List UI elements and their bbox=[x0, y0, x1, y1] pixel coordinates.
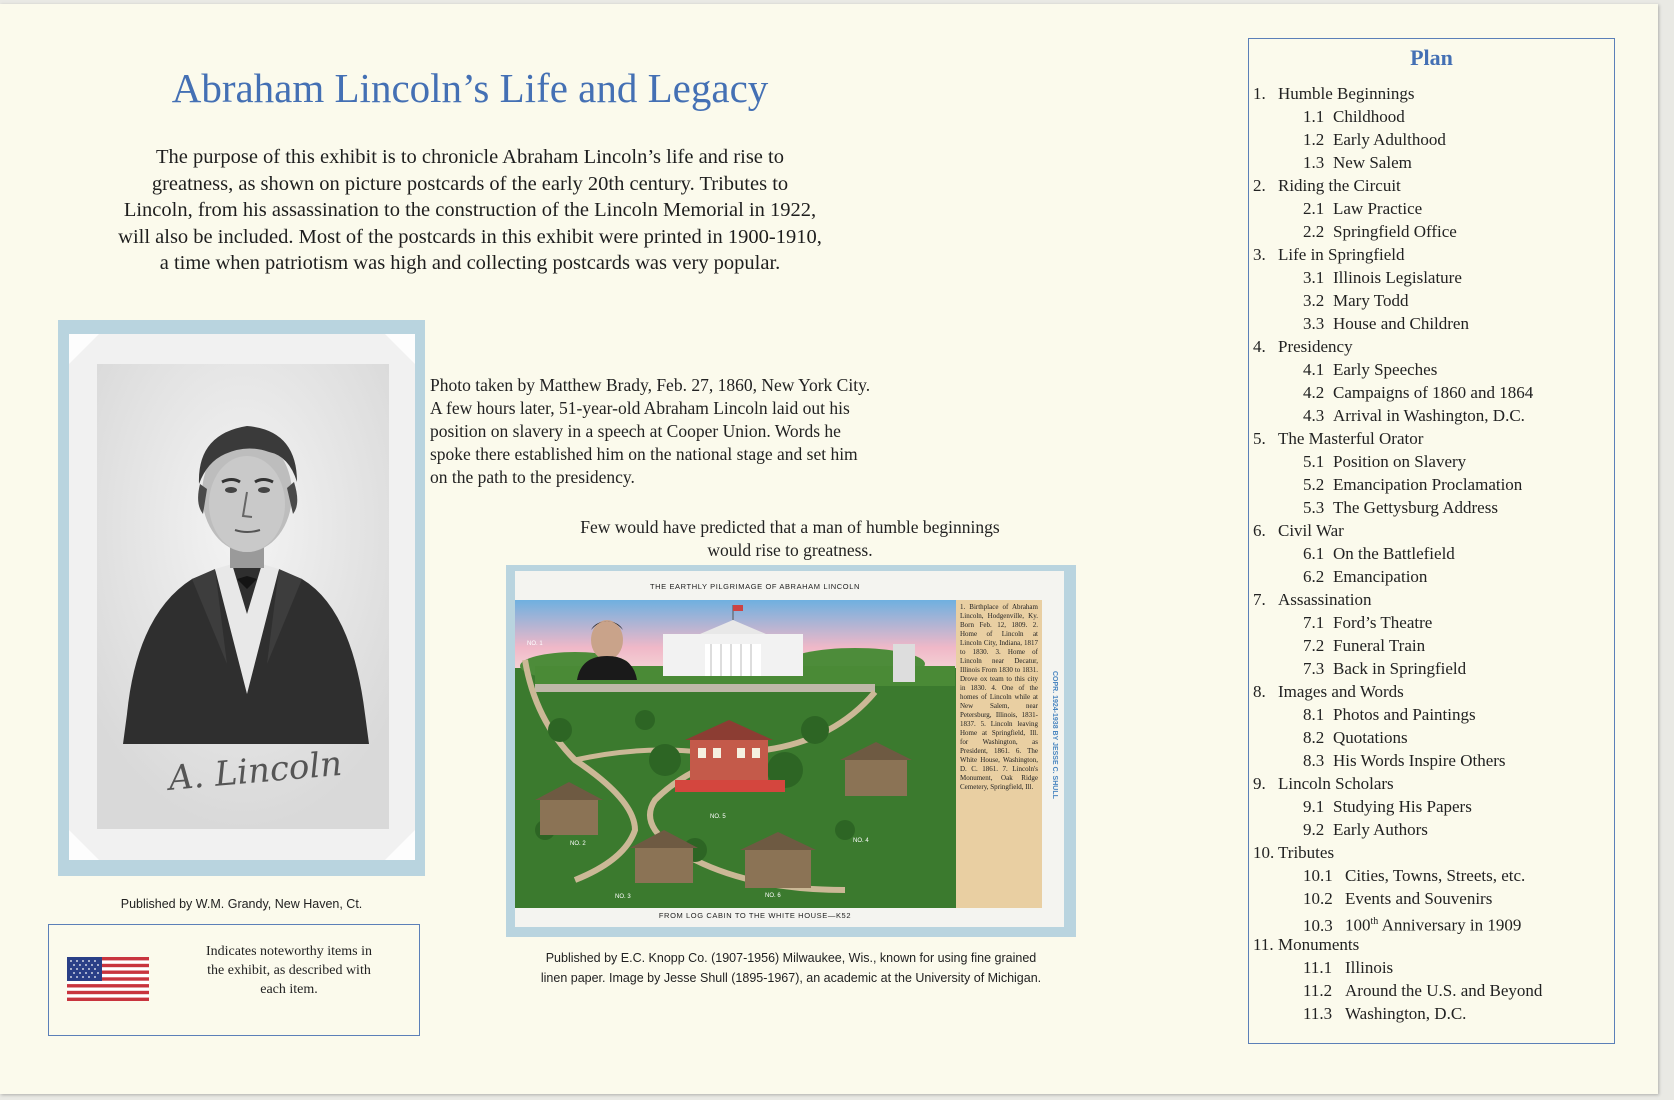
scene-label: NO. 6 bbox=[765, 893, 781, 899]
plan-subsection-label: Cities, Towns, Streets, etc. bbox=[1345, 866, 1526, 885]
plan-subsection-number: 4.1 bbox=[1303, 360, 1325, 379]
portrait-mount bbox=[58, 320, 425, 876]
plan-subsection-label: Arrival in Washington, D.C. bbox=[1333, 406, 1525, 425]
plan-subsection-number: 5.3 bbox=[1303, 498, 1325, 517]
plan-subsection bbox=[1253, 197, 1614, 220]
plan-subsection bbox=[1253, 611, 1614, 634]
plan-subsection-number: 6.2 bbox=[1303, 567, 1325, 586]
plan-subsection bbox=[1253, 128, 1614, 151]
quote-line: Few would have predicted that a man of humble beginnings bbox=[580, 517, 1000, 537]
plan-subsection-number: 10.1 bbox=[1303, 866, 1333, 885]
intro-line: The purpose of this exhibit is to chronicle Abraham Lincoln’s life and rise to bbox=[156, 146, 784, 168]
photo-line: A few hours later, 51-year-old Abraham Lincoln laid out his bbox=[430, 398, 850, 418]
plan-list bbox=[1253, 82, 1614, 1025]
plan-subsection-number: 3.1 bbox=[1303, 268, 1325, 287]
plan-subsection-number: 1.2 bbox=[1303, 130, 1325, 149]
plan-subsection-label: Illinois Legislature bbox=[1333, 268, 1462, 287]
plan-subsection-number: 1.1 bbox=[1303, 107, 1325, 126]
scene-label: NO. 5 bbox=[710, 814, 726, 820]
intro-line: a time when patriotism was high and collecting postcards was very popular. bbox=[159, 252, 781, 274]
plan-section-number: 10. bbox=[1253, 843, 1275, 862]
noteworthy-legend-text bbox=[179, 942, 399, 999]
postcard-scene bbox=[515, 600, 956, 908]
plan-subsection-number: 10.3 bbox=[1303, 915, 1333, 935]
photo-line: Photo taken by Matthew Brady, Feb. 27, 1860, New York City. bbox=[430, 375, 871, 395]
plan-subsection bbox=[1253, 266, 1614, 289]
noteworthy-legend-box bbox=[48, 924, 420, 1036]
exhibit-page bbox=[0, 4, 1658, 1094]
pilgrimage-postcard bbox=[515, 571, 1064, 927]
plan-subsection-label-tail: Anniversary in 1909 bbox=[1378, 915, 1522, 935]
plan-subsection bbox=[1253, 749, 1614, 772]
plan-section bbox=[1253, 588, 1614, 611]
plan-subsection-number: 6.1 bbox=[1303, 544, 1325, 563]
plan-section bbox=[1253, 933, 1614, 956]
plan-subsection-label: On the Battlefield bbox=[1333, 544, 1455, 563]
plan-section-label: Images and Words bbox=[1278, 682, 1404, 701]
plan-section-number: 11. bbox=[1253, 935, 1274, 954]
plan-subsection bbox=[1253, 450, 1614, 473]
portrait-caption: Published by W.M. Grandy, New Haven, Ct. bbox=[120, 897, 363, 911]
quote-line: would rise to greatness. bbox=[707, 540, 873, 560]
photo-line: on the path to the presidency. bbox=[430, 467, 635, 487]
plan-subsection-number: 11.3 bbox=[1303, 1004, 1333, 1023]
photo-description bbox=[430, 374, 950, 489]
photo-line: position on slavery in a speech at Cooper Union. Words he bbox=[430, 421, 841, 441]
plan-section-number: 1. bbox=[1253, 84, 1266, 103]
caption-line: Published by E.C. Knopp Co. (1907-1956) Milwaukee, Wis., known for using fine grained bbox=[545, 951, 1037, 965]
plan-section-label: Lincoln Scholars bbox=[1278, 774, 1394, 793]
plan-section-number: 3. bbox=[1253, 245, 1266, 264]
plan-section-label: Tributes bbox=[1278, 843, 1335, 862]
plan-subsection-label: New Salem bbox=[1333, 153, 1412, 172]
plan-subsection-number: 1.3 bbox=[1303, 153, 1325, 172]
plan-subsection-label: His Words Inspire Others bbox=[1333, 751, 1506, 770]
plan-subsection bbox=[1253, 542, 1614, 565]
plan-subsection-label: Early Speeches bbox=[1333, 360, 1438, 379]
scene-label: NO. 3 bbox=[615, 894, 631, 900]
humble-beginnings-quote bbox=[520, 516, 1060, 562]
postcard-copyright: COPR. 1924-1938 BY JESSE C. SHULL bbox=[1051, 671, 1058, 799]
postcard-mount bbox=[506, 565, 1076, 937]
postcard-caption bbox=[506, 948, 1076, 988]
plan-subsection bbox=[1253, 726, 1614, 749]
us-flag-icon bbox=[67, 957, 149, 1001]
plan-subsection-label: Springfield Office bbox=[1333, 222, 1457, 241]
scene-label: NO. 4 bbox=[853, 838, 869, 844]
note-line: Indicates noteworthy items in bbox=[205, 944, 373, 959]
plan-subsection-label: Funeral Train bbox=[1333, 636, 1426, 655]
plan-section-number: 5. bbox=[1253, 429, 1266, 448]
plan-subsection bbox=[1253, 496, 1614, 519]
plan-subsection-number: 11.2 bbox=[1303, 981, 1333, 1000]
plan-section-number: 2. bbox=[1253, 176, 1266, 195]
plan-subsection-label: Around the U.S. and Beyond bbox=[1345, 981, 1543, 1000]
scene-label: NO. 2 bbox=[570, 841, 586, 847]
caption-line: linen paper. Image by Jesse Shull (1895-1967), an academic at the University of Michigan. bbox=[540, 971, 1042, 985]
plan-subsection-label: Emancipation Proclamation bbox=[1333, 475, 1523, 494]
plan-subsection-number: 3.2 bbox=[1303, 291, 1325, 310]
plan-section bbox=[1253, 841, 1614, 864]
plan-subsection-label: Washington, D.C. bbox=[1345, 1004, 1467, 1023]
plan-section-label: Assassination bbox=[1278, 590, 1372, 609]
plan-section-number: 9. bbox=[1253, 774, 1266, 793]
plan-subsection-label: House and Children bbox=[1333, 314, 1469, 333]
plan-section bbox=[1253, 174, 1614, 197]
plan-box bbox=[1248, 38, 1615, 1044]
plan-subsection-number: 11.1 bbox=[1303, 958, 1333, 977]
plan-section-label: Riding the Circuit bbox=[1278, 176, 1401, 195]
plan-section bbox=[1253, 335, 1614, 358]
plan-subsection bbox=[1253, 312, 1614, 335]
plan-subsection-number: 7.1 bbox=[1303, 613, 1325, 632]
plan-subsection bbox=[1253, 887, 1614, 910]
page-title: Abraham Lincoln’s Life and Legacy bbox=[171, 65, 769, 111]
plan-subsection-number: 3.3 bbox=[1303, 314, 1325, 333]
plan-subsection-label: The Gettysburg Address bbox=[1333, 498, 1498, 517]
photo-corners bbox=[69, 334, 415, 860]
plan-section-label: The Masterful Orator bbox=[1278, 429, 1424, 448]
ordinal-suffix: th bbox=[1370, 916, 1379, 927]
plan-subsection-number: 8.3 bbox=[1303, 751, 1325, 770]
plan-subsection-label: Events and Souvenirs bbox=[1345, 889, 1493, 908]
note-line: each item. bbox=[260, 982, 318, 997]
intro-line: will also be included. Most of the postcards in this exhibit were printed in 1900-1910, bbox=[118, 225, 822, 248]
plan-title: Plan bbox=[1410, 45, 1453, 70]
plan-subsection-label: Back in Springfield bbox=[1333, 659, 1467, 678]
intro-line: greatness, as shown on picture postcards of the early 20th century. Tributes to bbox=[151, 172, 789, 195]
plan-section bbox=[1253, 519, 1614, 542]
plan-subsection-label: Early Adulthood bbox=[1333, 130, 1446, 149]
plan-subsection-number: 2.1 bbox=[1303, 199, 1325, 218]
plan-subsection bbox=[1253, 657, 1614, 680]
portrait-signature: A. Lincoln bbox=[166, 743, 344, 799]
plan-section bbox=[1253, 82, 1614, 105]
plan-subsection-number: 9.1 bbox=[1303, 797, 1325, 816]
photo-line: spoke there established him on the national stage and set him bbox=[430, 444, 858, 464]
plan-subsection-label: Early Authors bbox=[1333, 820, 1428, 839]
plan-subsection bbox=[1253, 864, 1614, 887]
plan-subsection-label: Studying His Papers bbox=[1333, 797, 1472, 816]
plan-subsection bbox=[1253, 381, 1614, 404]
plan-subsection-label: Position on Slavery bbox=[1333, 452, 1467, 471]
plan-subsection-label: Ford’s Theatre bbox=[1333, 613, 1433, 632]
plan-subsection bbox=[1253, 220, 1614, 243]
plan-subsection-number: 7.3 bbox=[1303, 659, 1325, 678]
plan-section-label: Presidency bbox=[1278, 337, 1353, 356]
plan-subsection bbox=[1253, 473, 1614, 496]
plan-subsection-number: 4.3 bbox=[1303, 406, 1325, 425]
plan-section bbox=[1253, 427, 1614, 450]
plan-subsection bbox=[1253, 289, 1614, 312]
plan-subsection-number: 9.2 bbox=[1303, 820, 1325, 839]
plan-section-label: Life in Springfield bbox=[1278, 245, 1405, 264]
plan-section-number: 4. bbox=[1253, 337, 1266, 356]
plan-section bbox=[1253, 680, 1614, 703]
plan-subsection-label: Campaigns of 1860 and 1864 bbox=[1333, 383, 1534, 402]
plan-section bbox=[1253, 243, 1614, 266]
plan-subsection bbox=[1253, 818, 1614, 841]
plan-section bbox=[1253, 772, 1614, 795]
plan-subsection-number: 5.1 bbox=[1303, 452, 1325, 471]
plan-subsection bbox=[1253, 956, 1614, 979]
postcard-legend: 1. Birthplace of Abraham Lincoln, Hodgenville, Ky. Born Feb. 12, 1809. 2. Home of Lincoln at Lincoln City, Indiana, 1817 to 1830. 3. Home of Lincoln near Decatur, Illinois From 1830 to 1831. Drove ox team to this city in 1830. 4. One of the homes of Lincoln while at New Salem, near Petersburg, Illinois, 1831-1837. 5. Lincoln leaving Home at Springfield, Ill. for Washington, as President, 1861. 6. The White House, Washington, D. C. 1861. 7. Lincoln's Monument, Oak Ridge Cemetery, Springfield, Ill. bbox=[956, 600, 1042, 908]
plan-subsection-number: 10.2 bbox=[1303, 889, 1333, 908]
intro-line: Lincoln, from his assassination to the construction of the Lincoln Memorial in 1922, bbox=[123, 199, 817, 221]
plan-subsection bbox=[1253, 634, 1614, 657]
plan-subsection-number: 5.2 bbox=[1303, 475, 1325, 494]
plan-subsection-number: 7.2 bbox=[1303, 636, 1325, 655]
plan-section-label: Humble Beginnings bbox=[1278, 84, 1415, 103]
plan-section-label: Civil War bbox=[1278, 521, 1344, 540]
plan-subsection-number: 8.2 bbox=[1303, 728, 1325, 747]
portrait-postcard bbox=[69, 334, 415, 860]
plan-subsection bbox=[1253, 1002, 1614, 1025]
plan-section-number: 7. bbox=[1253, 590, 1266, 609]
plan-subsection-label: Mary Todd bbox=[1333, 291, 1409, 310]
plan-subsection-label: Law Practice bbox=[1333, 199, 1423, 218]
plan-subsection-label: Childhood bbox=[1333, 107, 1405, 126]
plan-subsection bbox=[1253, 151, 1614, 174]
plan-subsection-label: Illinois bbox=[1345, 958, 1394, 977]
plan-subsection-label: 100 bbox=[1345, 915, 1371, 935]
postcard-header: THE EARTHLY PILGRIMAGE OF ABRAHAM LINCOLN bbox=[649, 582, 861, 591]
intro-paragraph bbox=[55, 144, 885, 277]
plan-subsection-number: 2.2 bbox=[1303, 222, 1325, 241]
plan-subsection-label: Quotations bbox=[1333, 728, 1408, 747]
plan-subsection bbox=[1253, 404, 1614, 427]
plan-subsection-label: Emancipation bbox=[1333, 567, 1428, 586]
plan-section-number: 6. bbox=[1253, 521, 1266, 540]
postcard-footer: FROM LOG CABIN TO THE WHITE HOUSE—K52 bbox=[658, 911, 852, 920]
plan-section-number: 8. bbox=[1253, 682, 1266, 701]
note-line: the exhibit, as described with bbox=[207, 963, 371, 978]
plan-subsection bbox=[1253, 105, 1614, 128]
plan-subsection bbox=[1253, 565, 1614, 588]
plan-subsection bbox=[1253, 910, 1614, 933]
plan-subsection bbox=[1253, 979, 1614, 1002]
plan-subsection bbox=[1253, 795, 1614, 818]
plan-subsection-number: 4.2 bbox=[1303, 383, 1325, 402]
plan-subsection-label: Photos and Paintings bbox=[1333, 705, 1476, 724]
scene-label: NO. 1 bbox=[527, 641, 543, 647]
plan-subsection bbox=[1253, 703, 1614, 726]
plan-subsection-number: 8.1 bbox=[1303, 705, 1325, 724]
plan-section-label: Monuments bbox=[1278, 935, 1360, 954]
plan-subsection bbox=[1253, 358, 1614, 381]
